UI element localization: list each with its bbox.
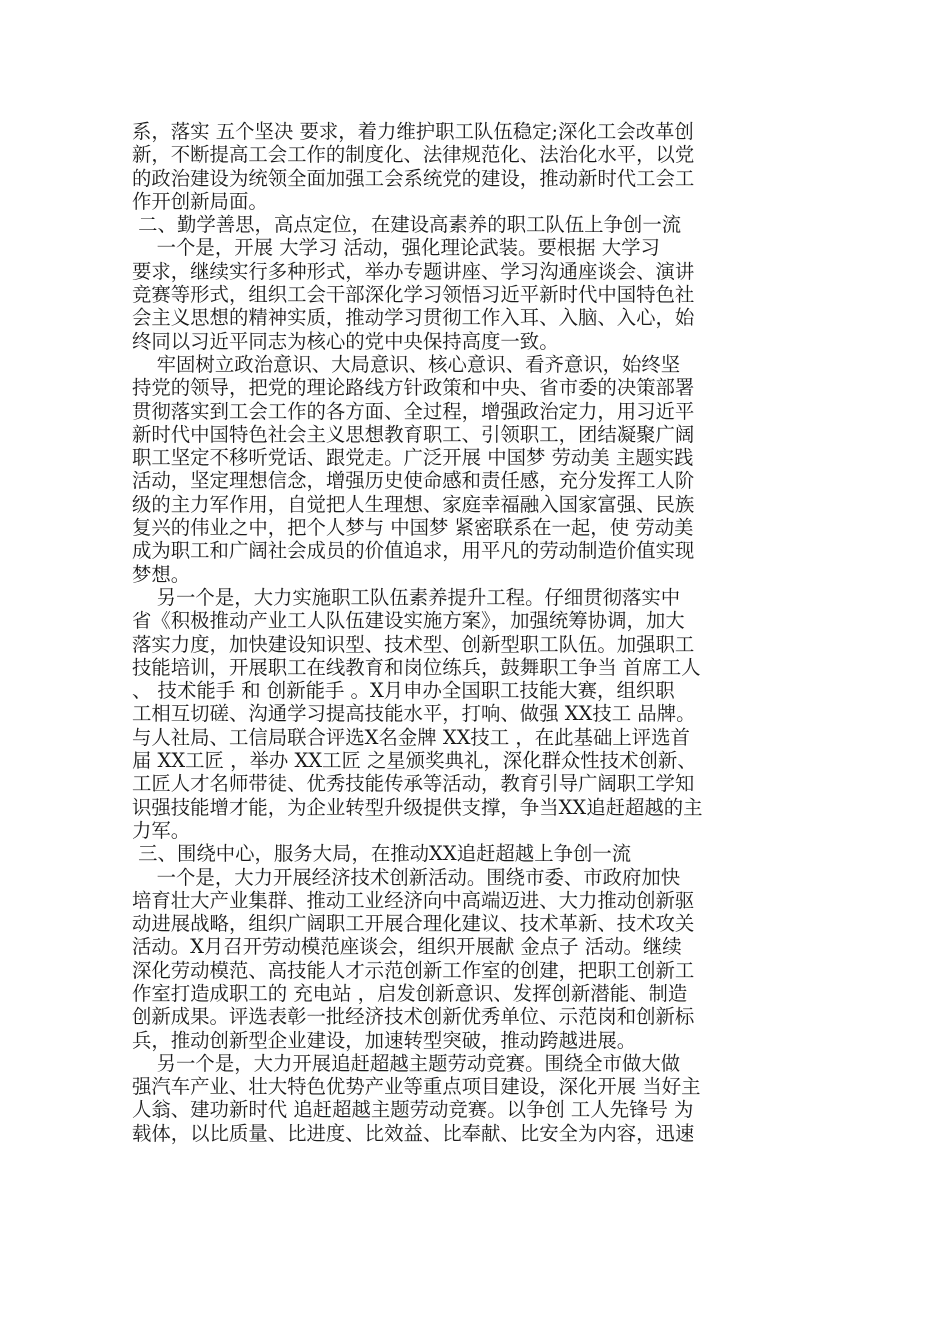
text-line: 培育壮大产业集群、推动工业经济向中高端迈进、大力推动创新驱 <box>132 888 695 912</box>
text-line: 梦想。 <box>132 562 191 586</box>
text-line: 深化劳动模范、高技能人才示范创新工作室的创建，把职工创新工 <box>132 958 695 982</box>
text-line: 识强技能增才能，为企业转型升级提供支撑，争当XX追赶超越的主 <box>132 795 703 819</box>
text-line: 力军。 <box>132 818 191 842</box>
text-line: 创新成果。评选表彰一批经济技术创新优秀单位、示范岗和创新标 <box>132 1005 695 1029</box>
text-line: 的政治建设为统领全面加强工会系统党的建设，推动新时代工会工 <box>132 166 695 190</box>
text-line: 二、勤学善思，高点定位，在建设高素养的职工队伍上争创一流 <box>132 213 682 237</box>
text-line: 另一个是，大力开展追赶超越主题劳动竞赛。围绕全市做大做 <box>132 1051 681 1075</box>
text-line: 三、围绕中心，服务大局，在推动XX追赶超越上争创一流 <box>132 842 632 866</box>
text-line: 要求，继续实行多种形式，举办专题讲座、学习沟通座谈会、演讲 <box>132 259 695 283</box>
text-line: 工相互切磋、沟通学习提高技能水平，打响、做强 XX技工 品牌。 <box>132 702 696 726</box>
text-line: 职工坚定不移听党话、跟党走。广泛开展 中国梦 劳动美 主题实践 <box>132 446 694 470</box>
text-line: 强汽车产业、壮大特色优势产业等重点项目建设，深化开展 当好主 <box>132 1075 701 1099</box>
text-line: 活动，坚定理想信念，增强历史使命感和责任感，充分发挥工人阶 <box>132 469 695 493</box>
text-line: 贯彻落实到工会工作的各方面、全过程，增强政治定力，用习近平 <box>132 399 695 423</box>
text-line: 作开创新局面。 <box>132 189 268 213</box>
text-line: 动进展战略，组织广阔职工开展合理化建议、技术革新、技术攻关 <box>132 912 695 936</box>
text-line: 与人社局、工信局联合评选X名金牌 XX技工 ，在此基础上评选首 <box>132 725 690 749</box>
text-line: 终同以习近平同志为核心的党中央保持高度一致。 <box>132 329 559 353</box>
text-line: 工匠人才名师带徒、优秀技能传承等活动，教育引导广阔职工学知 <box>132 772 695 796</box>
text-line: 落实力度，加快建设知识型、技术型、创新型职工队伍。加强职工 <box>132 632 695 656</box>
document-page <box>132 120 808 1145</box>
text-line: 兵，推动创新型企业建设，加速转型突破，推动跨越进展。 <box>132 1028 637 1052</box>
text-line: 复兴的伟业之中，把个人梦与 中国梦 紧密联系在一起，使 劳动美 <box>132 516 694 540</box>
text-line: 成为职工和广阔社会成员的价值追求，用平凡的劳动制造价值实现 <box>132 539 695 563</box>
text-line: 届 XX工匠 ，举办 XX工匠 之星颁奖典礼，深化群众性技术创新、 <box>132 749 697 773</box>
text-line: 持党的领导，把党的理论路线方针政策和中央、省市委的决策部署 <box>132 376 695 400</box>
text-line: 作室打造成职工的 充电站 ，启发创新意识、发挥创新潜能、制造 <box>132 981 688 1005</box>
text-line: 活动。X月召开劳动模范座谈会，组织开展献 金点子 活动。继续 <box>132 935 682 959</box>
text-line: 、 技术能手 和 创新能手 。X月申办全国职工技能大赛，组织职 <box>132 679 675 703</box>
text-line: 会主义思想的精神实质，推动学习贯彻工作入耳、入脑、入心，始 <box>132 306 695 330</box>
text-line: 一个是，开展 大学习 活动，强化理论武装。要根据 大学习 <box>132 236 660 260</box>
text-line: 级的主力军作用，自觉把人生理想、家庭幸福融入国家富强、民族 <box>132 492 695 516</box>
text-line: 新，不断提高工会工作的制度化、法律规范化、法治化水平，以党 <box>132 143 695 167</box>
text-line: 系，落实 五个坚决 要求，着力维护职工队伍稳定;深化工会改革创 <box>132 120 694 143</box>
text-line: 技能培训，开展职工在线教育和岗位练兵，鼓舞职工争当 首席工人 <box>132 655 701 679</box>
text-line: 载体，以比质量、比进度、比效益、比奉献、比安全为内容，迅速 <box>132 1121 695 1145</box>
text-line: 人翁、建功新时代 追赶超越主题劳动竞赛。以争创 工人先锋号 为 <box>132 1098 694 1122</box>
text-line: 省《积极推动产业工人队伍建设实施方案》，加强统筹协调，加大 <box>132 609 685 633</box>
text-line: 竞赛等形式，组织工会干部深化学习领悟习近平新时代中国特色社 <box>132 283 695 307</box>
text-line: 另一个是，大力实施职工队伍素养提升工程。仔细贯彻落实中 <box>132 585 681 609</box>
text-line: 一个是，大力开展经济技术创新活动。围绕市委、市政府加快 <box>132 865 681 889</box>
text-line: 新时代中国特色社会主义思想教育职工、引领职工，团结凝聚广阔 <box>132 422 695 446</box>
text-line: 牢固树立政治意识、大局意识、核心意识、看齐意识，始终坚 <box>132 352 681 376</box>
